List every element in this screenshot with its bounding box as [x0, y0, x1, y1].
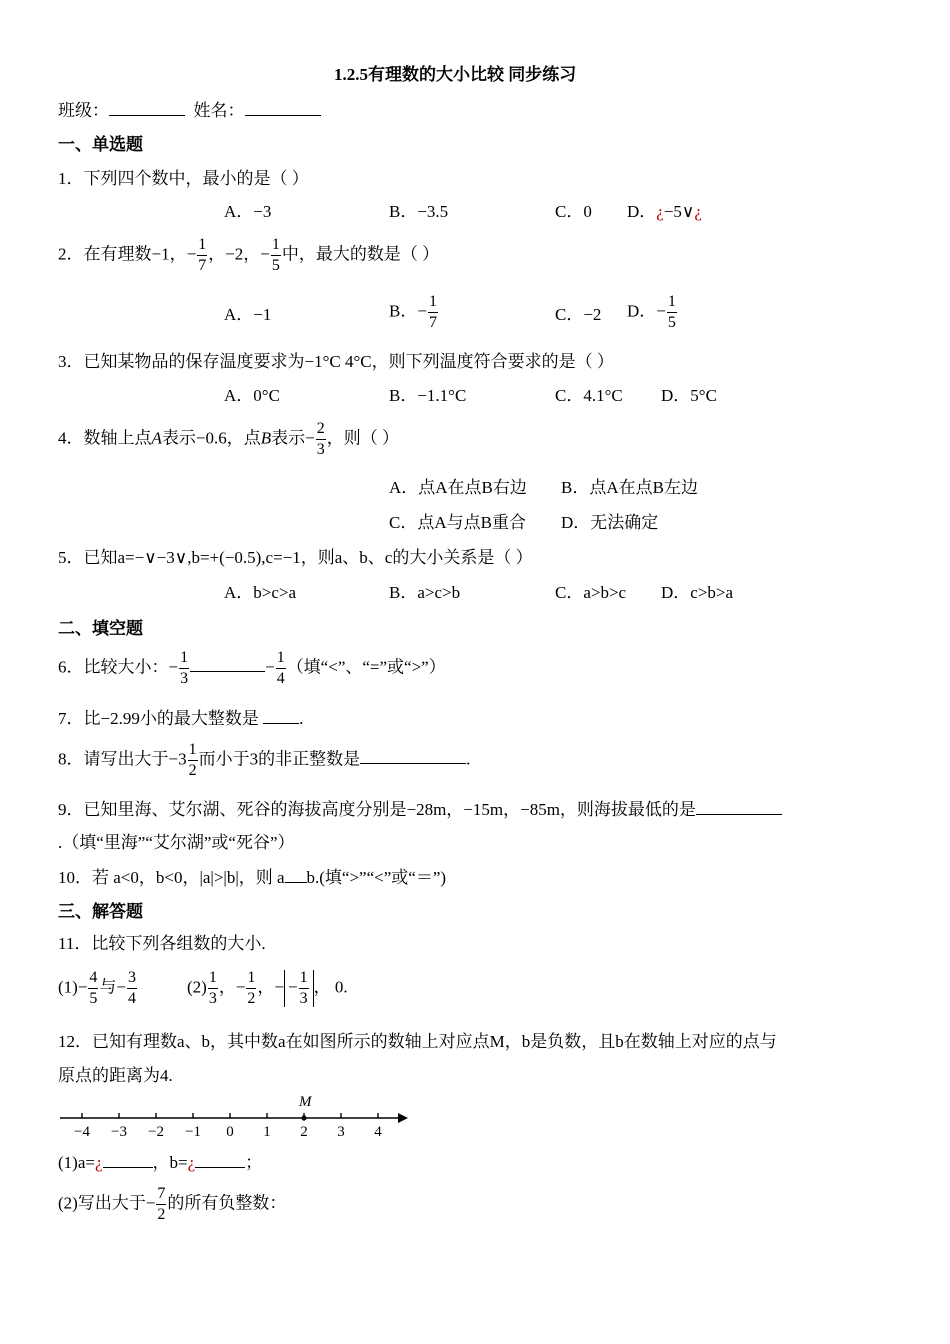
q4-option-b[interactable]: B．点A在点B左边	[561, 478, 698, 497]
number-line	[58, 1090, 418, 1145]
q12-b-blank[interactable]	[195, 1153, 245, 1168]
q1-stem: 1．下列四个数中，最小的是（ ）	[58, 169, 309, 188]
name-label: 姓名：	[193, 101, 245, 120]
q3-option-d[interactable]: D．5°C	[661, 386, 717, 405]
q10-answer-blank[interactable]	[285, 868, 307, 883]
axis-tick-label: −2	[148, 1124, 164, 1140]
q2-option-d[interactable]: D．− $\frac{1}{5}$	[627, 293, 676, 331]
point-m	[301, 1115, 306, 1120]
q4-stem: 4．数轴上点A表示−0.6，点B表示− $\frac{2}{3}$ ，则（ ）	[58, 420, 399, 458]
q10-stem: 10．若 a<0，b<0，|a|>|b|，则 a b.(填“>”“<”或“＝”)	[58, 868, 447, 887]
axis-tick-label: 3	[337, 1124, 345, 1140]
section-heading-fill-blank: 二、填空题	[58, 619, 143, 638]
class-blank[interactable]	[109, 101, 185, 116]
q6-stem: 6．比较大小：− $\frac{1}{3}$ − $\frac{1}{4}$ （填“<”、“=”或“>”）	[58, 649, 446, 687]
axis-tick-label: 0	[226, 1124, 234, 1140]
axis-tick-label: 4	[374, 1124, 382, 1140]
q4-option-c[interactable]: C．点A与点B重合	[389, 513, 526, 532]
q4-option-d[interactable]: D．无法确定	[561, 513, 659, 532]
q7-answer-blank[interactable]	[263, 709, 299, 724]
q9-answer-blank[interactable]	[696, 800, 782, 815]
axis-tick-label: −4	[74, 1124, 90, 1140]
q1-option-c[interactable]: C．0	[555, 202, 592, 221]
axis-tick-label: −1	[185, 1124, 201, 1140]
q12-line1: 12．已知有理数a、b，其中数a在如图所示的数轴上对应点M，b是负数，且b在数轴上对应的点与	[58, 1032, 777, 1051]
axis-tick-label: 1	[263, 1124, 271, 1140]
q9-line2: .（填“里海”“艾尔湖”或“死谷”）	[58, 833, 295, 852]
section-heading-answer: 三、解答题	[58, 902, 143, 921]
q5-option-c[interactable]: C．a>b>c	[555, 583, 627, 602]
q2-stem: 2．在有理数−1，− $\frac{1}{7}$ ，−2，− $\frac{1}{5}$ 中，最大的数是（ ）	[58, 236, 440, 274]
q8-answer-blank[interactable]	[360, 749, 466, 764]
section-heading-single-choice: 一、单选题	[58, 135, 143, 154]
q2-option-b[interactable]: B．− $\frac{1}{7}$	[389, 293, 437, 331]
q1-option-d[interactable]: D．¿−5∨¿	[627, 202, 702, 221]
q3-option-c[interactable]: C．4.1°C	[555, 386, 623, 405]
q3-stem: 3．已知某物品的保存温度要求为−1°C 4°C，则下列温度符合要求的是（ ）	[58, 352, 614, 371]
q2-option-a[interactable]: A．−1	[224, 305, 272, 324]
name-blank[interactable]	[245, 101, 321, 116]
point-m-label: M	[299, 1094, 312, 1110]
q11-stem: 11．比较下列各组数的大小.	[58, 934, 266, 953]
q12-part2: (2)写出大于− $\frac{7}{2}$ 的所有负整数：	[58, 1185, 287, 1223]
q8-stem: 8．请写出大于−3 $\frac{1}{2}$ 而小于3的非正整数是 .	[58, 741, 471, 779]
class-field	[58, 101, 321, 119]
q5-stem: 5．已知a=−∨−3∨,b=+(−0.5),c=−1，则a、b、c的大小关系是（ ）	[58, 548, 533, 567]
q4-option-a[interactable]: A．点A在点B右边	[389, 478, 527, 497]
q9-line1: 9．已知里海、艾尔湖、死谷的海拔高度分别是−28m，−15m，−85m，则海拔最低的是	[58, 800, 782, 818]
q12-a-blank[interactable]	[103, 1153, 153, 1168]
q11-part2: (2) $\frac{1}{3}$ ，− $\frac{1}{2}$ ，− − $\frac{1}{3}$ ， 0.	[187, 969, 348, 1007]
class-label: 班级：	[58, 101, 109, 120]
q12-part1: (1)a=¿ ，b=¿ ；	[58, 1153, 263, 1172]
q6-answer-blank[interactable]	[190, 657, 265, 672]
axis-tick-label: 2	[300, 1124, 308, 1140]
q1-option-a[interactable]: A．−3	[224, 202, 272, 221]
q12-line2: 原点的距离为4.	[58, 1066, 173, 1085]
q11-part1: (1)− $\frac{4}{5}$ 与− $\frac{3}{4}$	[58, 969, 137, 1007]
q5-option-a[interactable]: A．b>c>a	[224, 583, 297, 602]
page-title: 1.2.5有理数的大小比较 同步练习	[334, 65, 577, 84]
q5-option-b[interactable]: B．a>c>b	[389, 583, 461, 602]
q2-option-c[interactable]: C．−2	[555, 305, 602, 324]
q5-option-d[interactable]: D．c>b>a	[661, 583, 734, 602]
arrow-icon	[398, 1113, 408, 1123]
q7-stem: 7．比−2.99小的最大整数是 .	[58, 709, 304, 728]
axis-tick-label: −3	[111, 1124, 127, 1140]
q3-option-a[interactable]: A．0°C	[224, 386, 280, 405]
q3-option-b[interactable]: B．−1.1°C	[389, 386, 467, 405]
q1-option-b[interactable]: B．−3.5	[389, 202, 449, 221]
